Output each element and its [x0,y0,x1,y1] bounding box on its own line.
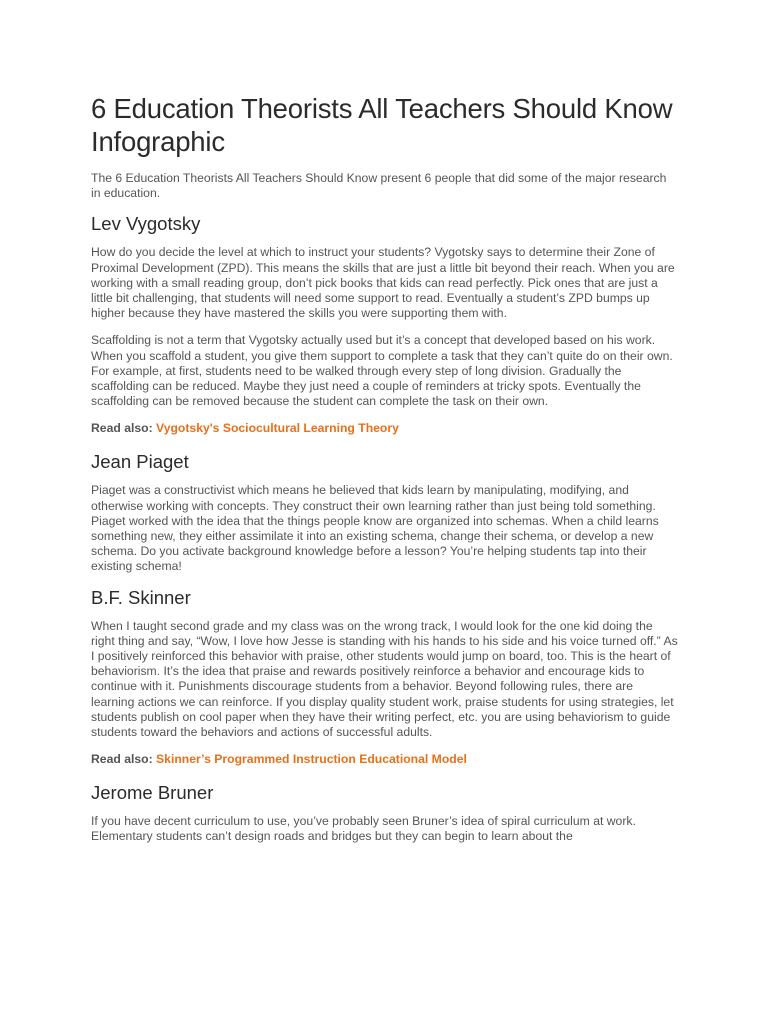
section-bf-skinner [91,587,679,768]
read-also [91,752,679,767]
intro-paragraph: The 6 Education Theorists All Teachers Should Know present 6 people that did some of the major research in education. [91,171,667,201]
section-heading: Jerome Bruner [91,782,214,804]
document-page [91,92,679,857]
section-jerome-bruner [91,782,679,844]
read-also-link-vygotsky[interactable]: Vygotsky's Sociocultural Learning Theory [156,421,399,436]
section-paragraph: Piaget was a constructivist which means he believed that kids learn by manipulating, modifying, and otherwise working with concepts. They construct their own learning rather than just being told something. Piaget worked with the idea that the things people know are organized into schemas. When a child learns something new, they either assimilate it into an existing schema, change their schema, or develop a new schema. Do you activate background knowledge before a lesson? You’re helping students tap into their existing schema! [91,483,659,574]
page-title: 6 Education Theorists All Teachers Should Know Infographic [91,93,673,157]
section-paragraph: Scaffolding is not a term that Vygotsky actually used but it’s a concept that developed based on his work. When you scaffold a student, you give them support to complete a task that they can’t quite do on their own. For example, at first, students need to be walked through every step of long division. Gradually the scaffolding can be reduced. Maybe they just need a couple of reminders at tricky spots. Eventually the scaffolding can be removed because the student can complete the task on their own. [91,333,673,409]
section-paragraph: How do you decide the level at which to instruct your students? Vygotsky says to determine their Zone of Proximal Development (ZPD). This means the skills that are just a little bit beyond their reach. When you are working with a small reading group, don’t pick books that kids can read perfectly. Pick ones that are just a little bit challenging, that students will need some support to read. Eventually a student’s ZPD bumps up higher because they have mastered the skills you were supporting them with. [91,245,675,321]
section-paragraph: When I taught second grade and my class was on the wrong track, I would look for the one kid doing the right thing and say, “Wow, I love how Jesse is standing with his hands to his side and his voice turned off.” As I positively reinforced this behavior with praise, other students would jump on board, too. This is the heart of behaviorism. It’s the idea that praise and rewards positively reinforce a behavior and encourage kids to continue with it. Punishments discourage students from a behavior. Beyond following rules, there are learning actions we can reinforce. If you display quality student work, praise students for using strategies, let students publish on cool paper when they have their writing perfect, etc. you are using behaviorism to guide students toward the behaviors and actions of successful adults. [91,618,678,740]
section-heading: Jean Piaget [91,451,189,473]
section-paragraph: If you have decent curriculum to use, you’ve probably seen Bruner’s idea of spiral curriculum at work. Elementary students can’t design roads and bridges but they can begin to learn about the [91,814,636,844]
section-heading: Lev Vygotsky [91,213,201,235]
read-also-link-skinner[interactable]: Skinner’s Programmed Instruction Educational Model [156,752,467,767]
read-also [91,421,679,436]
read-also-label: Read also: [91,752,153,767]
section-heading: B.F. Skinner [91,586,191,608]
section-lev-vygotsky [91,213,679,436]
section-jean-piaget [91,451,679,574]
read-also-label: Read also: [91,421,153,436]
